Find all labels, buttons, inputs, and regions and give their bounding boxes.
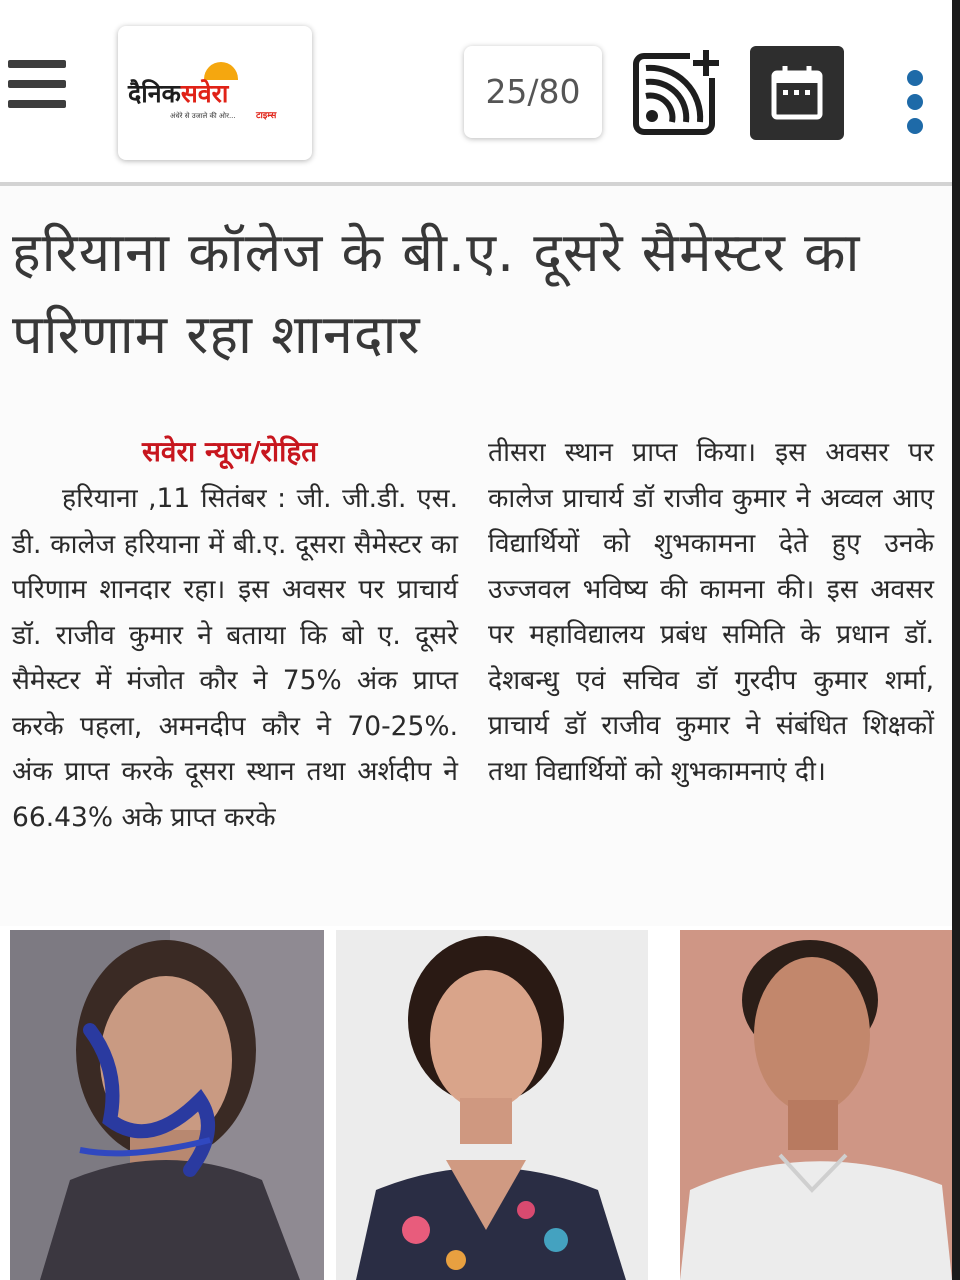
article-byline: सवेरा न्यूज/रोहित bbox=[142, 435, 318, 468]
news-article bbox=[0, 186, 952, 926]
logo-tagline: अंधेरे से उजाले की ओर... bbox=[170, 112, 236, 120]
logo-word-savera: सवेरा bbox=[180, 79, 229, 108]
student-photo-1[interactable] bbox=[10, 930, 324, 1280]
calendar-button[interactable] bbox=[750, 46, 844, 140]
screen-edge bbox=[952, 0, 960, 1280]
app-bar bbox=[0, 0, 952, 182]
hamburger-menu-icon[interactable] bbox=[8, 60, 68, 112]
student-photo-3[interactable] bbox=[680, 930, 952, 1280]
student-photo-2[interactable] bbox=[336, 930, 648, 1280]
logo-word-times: टाइम्स bbox=[256, 111, 277, 121]
logo-title bbox=[128, 76, 304, 110]
rss-feed-add-icon[interactable] bbox=[632, 46, 722, 136]
newspaper-logo[interactable] bbox=[118, 26, 312, 160]
calendar-icon bbox=[750, 46, 844, 140]
vertical-dots-more-icon[interactable] bbox=[902, 70, 928, 134]
article-headline: हरियाना कॉलेज के बी.ए. दूसरे सैमेस्टर का परिणाम रहा शानदार bbox=[12, 221, 861, 366]
article-column-1: हरियाना ,11 सितंबर : जी. जी.डी. एस. डी. कालेज हरियाना में बी.ए. दूसरा सैमेस्टर का परिणाम शानदार रहा। इस अवसर पर प्राचार्य डॉ. राजीव कुमार ने बताया कि बो ए. दूसरे सैमेस्टर में मंजोत कौर ने 75% अंक प्राप्त करके पहला, अमनदीप कौर ने 70-25%. अंक प्राप्त करके दूसरा स्थान तथा अर्शदीप ने 66.43% अके प्राप्त करके bbox=[12, 483, 458, 833]
page-indicator-button[interactable]: 25/80 bbox=[464, 46, 602, 138]
logo-word-dainik: दैनिक bbox=[128, 79, 181, 108]
article-column-2: तीसरा स्थान प्राप्त किया। इस अवसर पर कालेज प्राचार्य डॉ राजीव कुमार ने अव्वल आए विद्यार्थियों को शुभकामना देते हुए उनके उज्जवल भविष्य की कामना की। इस अवसर पर महाविद्यालय प्रबंध समिति के प्रधान डॉ. देशबन्धु एवं सचिव डॉ गुरदीप कुमार शर्मा, प्राचार्य डॉ राजीव कुमार ने संबंधित शिक्षकों तथा विद्यार्थियों को शुभकामनाएं दी। bbox=[488, 437, 934, 787]
